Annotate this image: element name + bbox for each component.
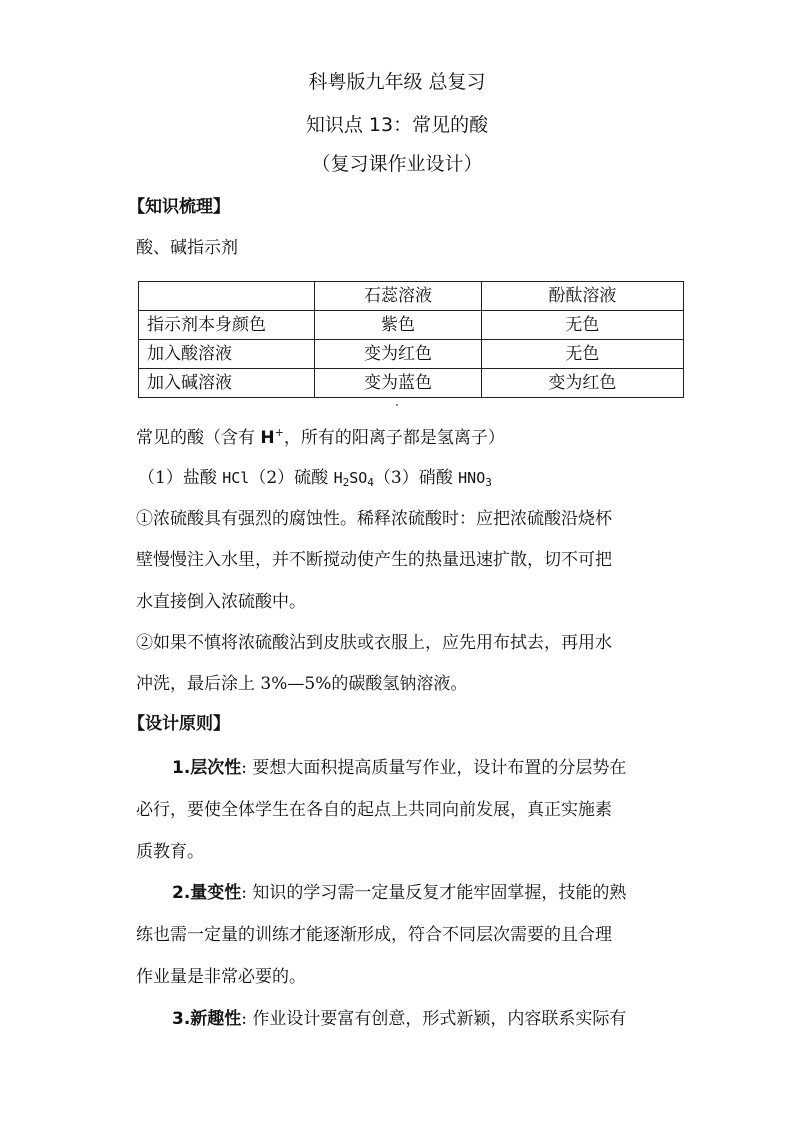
formula-hno3 xyxy=(458,469,492,487)
stray-mark xyxy=(396,404,398,406)
indicator-subtitle: 酸、碱指示剂 xyxy=(136,238,238,258)
acid-list-item: （3）硝酸 xyxy=(373,468,459,488)
note-1-line: 壁慢慢注入水里，并不断搅动使产生的热量迅速扩散，切不可把 xyxy=(136,550,612,570)
principle-1-line: 质教育。 xyxy=(136,842,204,862)
ion-charge: + xyxy=(274,426,284,439)
acids-intro-text: 常见的酸（含有 xyxy=(136,428,261,448)
principle-3-line xyxy=(172,1008,668,1030)
formula-part: H xyxy=(333,469,343,487)
table-cell: 变为红色 xyxy=(481,369,683,398)
table-cell: 指示剂本身颜色 xyxy=(139,311,315,340)
table-row xyxy=(139,369,684,398)
principle-1-line: 必行，要使全体学生在各自的起点上共同向前发展，真正实施素 xyxy=(136,800,612,820)
principle-text: : 作业设计要富有创意，形式新颖，内容联系实际有 xyxy=(241,1009,627,1029)
table-cell: 紫色 xyxy=(315,311,481,340)
formula-subscript: 2 xyxy=(342,476,350,489)
section-heading-design: 【设计原则】 xyxy=(128,714,230,734)
table-header-row xyxy=(139,282,684,311)
formula-h2so4 xyxy=(334,469,374,487)
indicator-table xyxy=(138,281,684,398)
principle-label: 3.新趣性 xyxy=(172,1009,242,1029)
acid-list-item: （1）盐酸 xyxy=(138,468,223,488)
principle-label: 2.量变性 xyxy=(172,883,242,903)
note-2-line: 冲洗，最后涂上 3%—5%的碳酸氢钠溶液。 xyxy=(136,674,468,694)
table-header-cell: 酚酞溶液 xyxy=(481,282,683,311)
table-cell: 变为蓝色 xyxy=(315,369,481,398)
document-subtitle-note: （复习课作业设计） xyxy=(311,153,483,175)
table-row xyxy=(139,311,684,340)
principle-text: : 要想大面积提高质量写作业，设计布置的分层势在 xyxy=(241,758,627,778)
document-subtitle: 知识点 13：常见的酸 xyxy=(305,114,489,136)
note-1-line: ①浓硫酸具有强烈的腐蚀性。稀释浓硫酸时：应把浓硫酸沿烧杯 xyxy=(136,509,612,529)
acid-list xyxy=(138,467,668,489)
table-header-cell xyxy=(139,282,315,311)
principle-1-line xyxy=(172,757,668,779)
principle-2-line xyxy=(172,882,668,904)
table-cell: 变为红色 xyxy=(315,340,481,369)
formula-subscript: 3 xyxy=(485,476,492,489)
note-1-line: 水直接倒入浓硫酸中。 xyxy=(136,592,306,612)
document-title: 科粤版九年级 总复习 xyxy=(308,71,486,93)
table-cell: 加入碱溶液 xyxy=(139,369,315,398)
acids-intro xyxy=(136,427,666,449)
table-cell: 无色 xyxy=(481,311,683,340)
note-2-line: ②如果不慎将浓硫酸沾到皮肤或衣服上，应先用布拭去，再用水 xyxy=(136,633,612,653)
acids-intro-text-end: ，所有的阳离子都是氢离子） xyxy=(283,428,505,448)
formula-subscript: 4 xyxy=(367,476,374,489)
principle-label: 1.层次性 xyxy=(172,758,242,778)
principle-text: : 知识的学习需一定量反复才能牢固掌握，技能的熟 xyxy=(241,883,627,903)
principle-2-line: 作业量是非常必要的。 xyxy=(136,967,306,987)
table-cell: 无色 xyxy=(481,340,683,369)
table-header-cell: 石蕊溶液 xyxy=(315,282,481,311)
section-heading-knowledge: 【知识梳理】 xyxy=(128,197,230,217)
formula-part: SO xyxy=(349,469,368,487)
acid-list-item: （2）硫酸 xyxy=(249,468,334,488)
formula-part: HNO xyxy=(458,469,486,487)
formula-hcl: HCl xyxy=(222,469,250,487)
hydrogen-ion-symbol: H xyxy=(260,428,275,448)
principle-2-line: 练也需一定量的训练才能逐渐形成，符合不同层次需要的且合理 xyxy=(136,925,612,945)
table-row xyxy=(139,340,684,369)
table-cell: 加入酸溶液 xyxy=(139,340,315,369)
